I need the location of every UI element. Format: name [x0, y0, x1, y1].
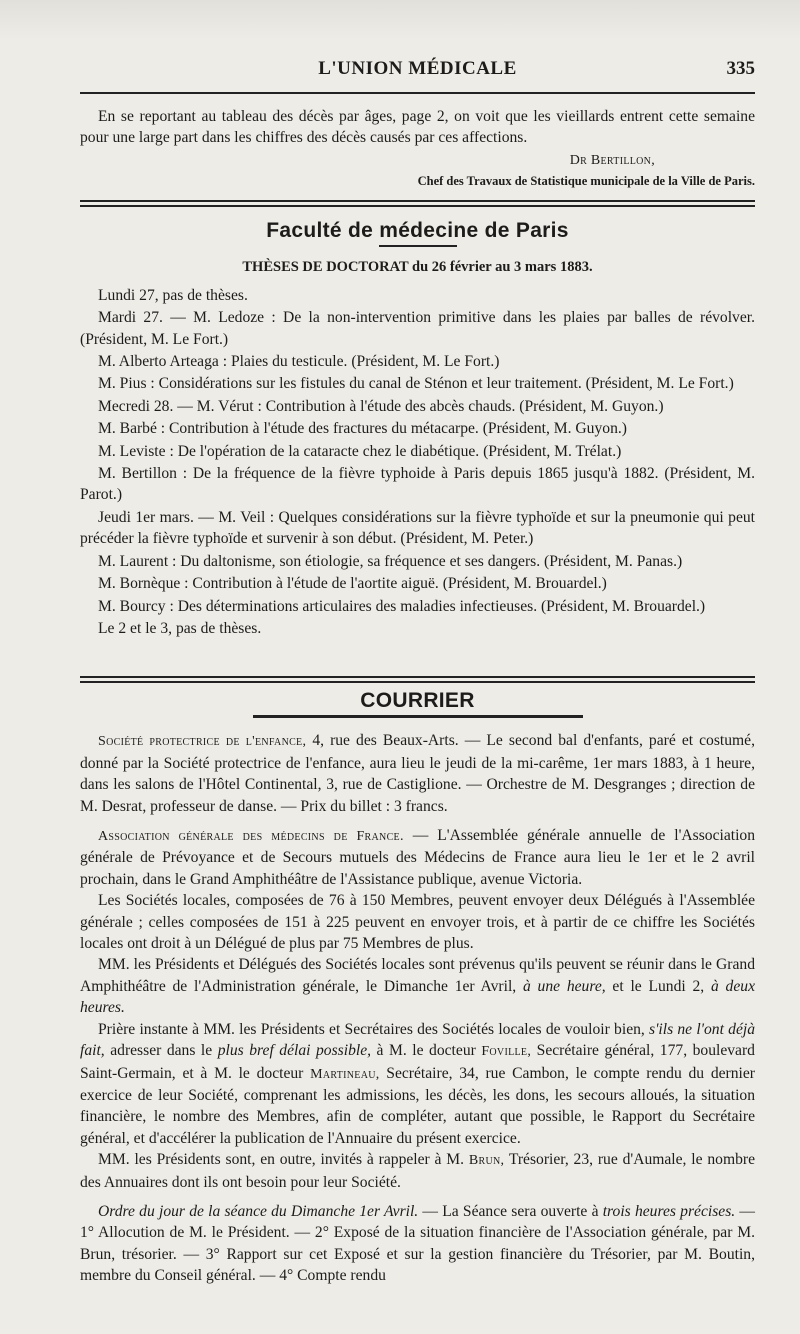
locales-paragraph: Les Sociétés locales, composées de 76 à 150 Membres, peuvent envoyer deux Délégués à l'Assemblée générale ; celles composées de 151 à 225 peuvent en envoyer trois, et à partir de ce chiffre les Sociétés locales ont droit à un Délégué de plus par 75 Membres de plus.: [80, 892, 755, 953]
thesis-entry: Lundi 27, pas de thèses.: [98, 286, 248, 304]
faculty-title: Faculté de médecine de Paris: [266, 219, 569, 242]
section-divider: [80, 200, 755, 207]
presidents-paragraph: MM. les Présidents et Délégués des Sociétés locales sont prévenus qu'ils peuvent se réunir dans le Grand Amphithéâtre de l'Administration générale, le Dimanche 1er Avril, à une heure, et le Lundi 2, à deux heures.: [80, 956, 755, 1017]
thesis-entry: M. Bornèque : Contribution à l'étude de l'aortite aiguë. (Président, M. Brouardel.): [98, 575, 607, 593]
thesis-entry: M. Alberto Arteaga : Plaies du testicule. (Président, M. Le Fort.): [98, 353, 500, 371]
faculty-section: [80, 220, 755, 640]
thesis-entry: M. Leviste : De l'opération de la cataracte chez le diabétique. (Président, M. Trélat.): [98, 442, 622, 460]
societe-paragraph: Société protectrice de l'enfance, 4, rue des Beaux-Arts. — Le second bal d'enfants, paré et costumé, donné par la Société protectrice de l'enfance, aura lieu le jeudi de la mi-carême, 1er mars 1883, à 1 heure, dans les salons de l'Hôtel Continental, 3, rue de Castiglione. — Orchestre de M. Desgranges ; direction de M. Desrat, professeur de danse. — Prix du billet : 3 francs.: [80, 732, 755, 815]
rappeler-paragraph: MM. les Présidents sont, en outre, invités à rappeler à M. Brun, Trésorier, 23, rue d'Aumale, le nombre des Annuaires dont ils ont besoin pour leur Société.: [80, 1151, 755, 1191]
courrier-section: [80, 690, 755, 1287]
theses-list: [80, 285, 755, 640]
running-title: L'UNION MÉDICALE: [318, 58, 517, 79]
intro-paragraph: En se reportant au tableau des décès par âges, page 2, on voit que les vieillards entrent cette semaine pour une large part dans les chiffres des décès causés par ces affections.: [80, 108, 755, 147]
page-number: 335: [726, 58, 755, 79]
thesis-entry: M. Bertillon : De la fréquence de la fièvre typhoide à Paris depuis 1865 jusqu'à 1882. (Président, M. Parot.): [80, 465, 755, 504]
theses-subtitle: THÈSES DE DOCTORAT du 26 février au 3 mars 1883.: [242, 259, 593, 276]
thesis-entry: M. Bourcy : Des déterminations articulaires des maladies infectieuses. (Président, M. Brouardel.): [98, 597, 706, 615]
courrier-title: COURRIER: [360, 689, 475, 712]
intro-block: [80, 106, 755, 193]
thesis-entry: Mardi 27. — M. Ledoze : De la non-intervention primitive dans les plaies par balles de révolver. (Président, M. Le Fort.): [80, 309, 755, 348]
thesis-entry: M. Laurent : Du daltonisme, son étiologie, sa fréquence et ses dangers. (Président, M. Panas.): [98, 552, 683, 570]
signature-title: Chef des Travaux de Statistique municipale de la Ville de Paris.: [417, 174, 755, 189]
section-divider: [80, 676, 755, 683]
title-underline: [253, 715, 583, 718]
association-lead: Association générale des médecins de France.: [98, 829, 404, 845]
thesis-entry: Jeudi 1er mars. — M. Veil : Quelques considérations sur la fièvre typhoïde et sur la pneumonie qui peut précéder la fièvre typhoïde et survenir à son début. (Président, M. Peter.): [80, 508, 755, 548]
header-rule: [80, 92, 755, 94]
priere-paragraph: Prière instante à MM. les Présidents et Secrétaires des Sociétés locales de vouloir bien, s'ils ne l'ont déjà fait, adresser dans le plus bref délai possible, à M. le docteur Foville, Secrétaire général, 177, boulevard Saint-Germain, et à M. le docteur Martineau, Secrétaire, 34, rue Cambon, le compte rendu du dernier exercice de leur Société, comprenant les admissions, les décès, les dons, les secours alloués, la situation financière, le nombre des Membres, afin de compléter, autant que possible, le Rapport du Secrétaire général, et d'accélérer la publication de l'Annuaire du présent exercice.: [80, 1020, 755, 1147]
thesis-entry: M. Barbé : Contribution à l'étude des fractures du métacarpe. (Président, M. Guyon.): [98, 420, 627, 438]
signature-name: Dr Bertillon,: [569, 152, 655, 168]
thesis-entry: Le 2 et le 3, pas de thèses.: [98, 619, 262, 637]
thesis-entry: M. Pius : Considérations sur les fistules du canal de Sténon et leur traitement. (Président, M. Le Fort.): [98, 375, 734, 393]
title-underline: [379, 245, 457, 247]
societe-lead: Société protectrice de l'enfance,: [98, 734, 307, 750]
association-paragraph: Association générale des médecins de France. — L'Assemblée générale annuelle de l'Association générale de Prévoyance et de Secours mutuels des Médecins de France aura lieu le 1er et le 2 avril prochain, dans le Grand Amphithéâtre de l'Assistance publique, avenue Victoria.: [80, 827, 756, 888]
thesis-entry: Mecredi 28. — M. Vérut : Contribution à l'étude des abcès chauds. (Président, M. Guyon.): [98, 397, 664, 415]
bleed-through-area: [0, 0, 800, 40]
page-header: [80, 58, 755, 88]
ordre-paragraph: Ordre du jour de la séance du Dimanche 1er Avril. — La Séance sera ouverte à trois heures précises. — 1° Allocution de M. le Président. — 2° Exposé de la situation financière de l'Association générale, par M. Brun, trésorier. — 3° Rapport sur cet Exposé et sur la gestion financière du Trésorier, par M. Boutin, membre du Conseil général. — 4° Compte rendu: [80, 1202, 755, 1285]
